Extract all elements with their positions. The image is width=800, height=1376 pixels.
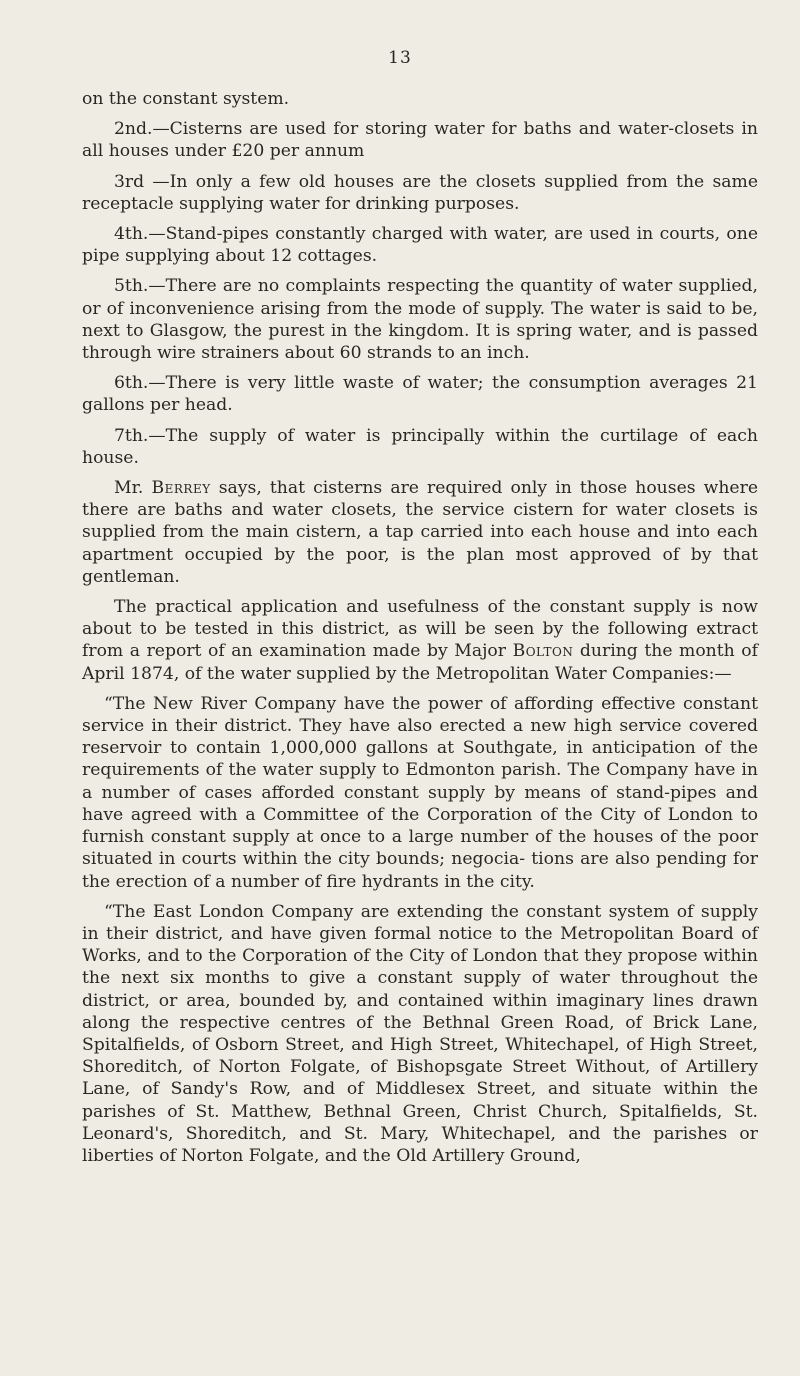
item-3rd: 3rd —In only a few old houses are the closets supplied from the same receptacle supplying water for drinking purposes. [82,171,758,214]
berrey-post: says, that cisterns are required only in those houses where there are baths and water closets, the service cistern for water closets is supplied from the main cistern, a tap carried into each house and into each apartment occupied by the poor, is the plan most approved of by that gentleman. [82,478,758,587]
quote-east-london: “The East London Company are extending the constant system of supply in their district, and have given formal notice to the Metropolitan Board of Works, and to the Corporation of the City of London that they propose within the next six months to give a constant supply of water throughout the district, or area, bounded by, and contained within imaginary lines drawn along the respective centres of the Bethnal Green Road, of Brick Lane, Spitalfields, of Osborn Street, and High Street, Whitechapel, of High Street, Shoreditch, of Norton Folgate, of Bishopsgate Street Without, of Artillery Lane, of Sandy's Row, and of Middlesex Street, and situate within the parishes of St. Matthew, Bethnal Green, Christ Church, Spitalfields, St. Leonard's, Shoreditch, and St. Mary, Whitechapel, and the parishes or liberties of Norton Folgate, and the Old Artillery Ground, [82,901,758,1166]
continuation-line: on the constant system. [82,89,290,109]
item-6th: 6th.—There is very little waste of water; the consumption averages 21 gallons per head. [82,373,758,416]
body-text [82,88,758,1175]
item-2nd: 2nd.—Cisterns are used for storing water for baths and water-closets in all houses under £20 per annum [82,119,758,162]
item-4th: 4th.—Stand-pipes constantly charged with water, are used in courts, one pipe supplying about 12 cottages. [82,224,758,267]
bolton-name: Bolton [512,641,574,662]
bolton-paragraph [82,596,758,685]
berrey-pre: Mr. [114,478,152,499]
bolton-pre: The practical application and usefulness of the constant supply is now about to be tested in this district, as will be seen by the following extract from a report of an examination made by Major [82,597,758,662]
page-number: 13 [388,48,412,68]
item-5th: 5th.—There are no complaints respecting the quantity of water supplied, or of inconvenience arising from the mode of supply. The water is said to be, next to Glasgow, the purest in the kingdom. It is spring water, and is passed through wire strainers about 60 strands to an inch. [82,276,758,364]
quote-new-river: “The New River Company have the power of affording effective constant service in their district. They have also erected a new high service covered reservoir to contain 1,000,000 gallons at Southgate, in anticipation of the requirements of the water supply to Edmonton parish. The Company have in a number of cases afforded constant supply by means of stand-pipes and have agreed with a Committee of the Corporation of the City of London to furnish constant supply at once to a large number of the houses of the poor situated in courts within the city bounds; negocia- tions are also pending for the erection of a number of fire hydrants in the city. [82,693,758,892]
bolton-post: during the month of April 1874, of the water supplied by the Metropolitan Water Companies:— [82,641,758,684]
item-7th: 7th.—The supply of water is principally within the curtilage of each house. [82,425,758,468]
berrey-name: Berrey [151,478,211,499]
berrey-paragraph [82,477,758,588]
